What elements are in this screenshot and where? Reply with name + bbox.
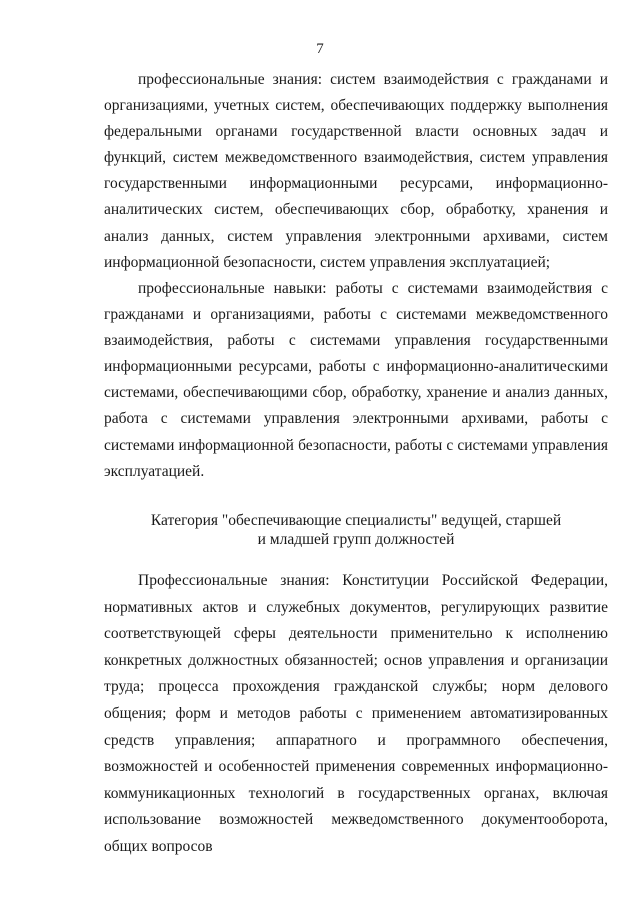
section-heading — [104, 511, 608, 549]
paragraph-text: профессиональные навыки: работы с системами взаимодействия с гражданами и организациями, работы с системами межведомственного взаимодействия, работы с системами управления государственными информационными ресурсами, работы с информационно-аналитическими системами, обеспечивающими сбор, обработку, хранение и анализ данных, работа с системами управления электронными архивами, работы с системами информационной безопасности, работы с системами управления эксплуатацией. — [104, 280, 608, 480]
paragraph-text: профессиональные знания: систем взаимодействия с гражданами и организациями, учетных систем, обеспечивающих поддержку выполнения федеральными органами государственной власти основных задач и функций, систем межведомственного взаимодействия, систем управления государственными информационными ресурсами, информационно-аналитических систем, обеспечивающих сбор, обработку, хранения и анализ данных, систем управления электронными архивами, систем информационной безопасности, систем управления эксплуатацией; — [104, 71, 608, 271]
page-number: 7 — [316, 41, 324, 57]
section-heading-line-1: Категория "обеспечивающие специалисты" ведущей, старшей — [150, 512, 562, 529]
section-heading-line-2: и младшей групп должностей — [257, 531, 455, 548]
paragraph-professional-skills — [104, 276, 608, 485]
paragraph-professional-knowledge-it — [104, 67, 608, 276]
paragraph-text: Профессиональные знания: Конституции Российской Федерации, нормативных актов и служебных документов, регулирующих развитие соответствующей сферы деятельности применительно к исполнению конкретных должностных обязанностей; основ управления и организации труда; процесса прохождения гражданской службы; норм делового общения; форм и методов работы с применением автоматизированных средств управления; аппаратного и программного обеспечения, возможностей и особенностей применения современных информационно-коммуникационных технологий в государственных органах, включая использование возможностей межведомственного документооборота, общих вопросов — [104, 572, 608, 855]
paragraph-professional-knowledge-general — [104, 568, 608, 861]
